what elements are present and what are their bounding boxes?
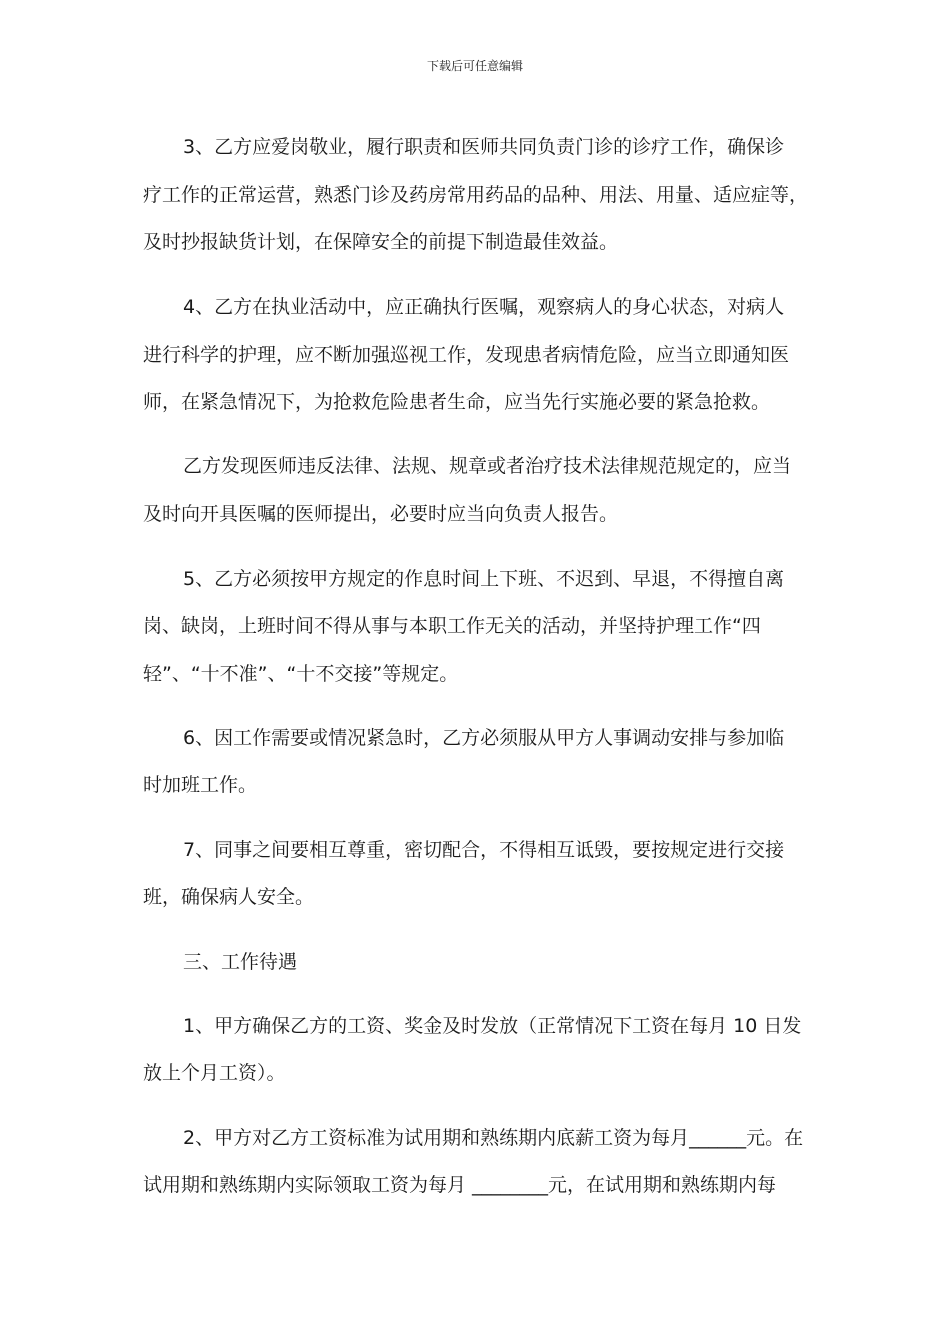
text-line: 2、甲方对乙方工资标准为试用期和熟练期内底薪工资为每月______元。在 (183, 1127, 804, 1149)
page-header: 下载后可任意编辑 (426, 59, 523, 73)
text-line: 疗工作的正常运营，熟悉门诊及药房常用药品的品种、用法、用量、适应症等， (143, 184, 809, 206)
text-line: 及时抄报缺货计划，在保障安全的前提下制造最佳效益。 (143, 231, 619, 253)
text-line: 乙方发现医师违反法律、法规、规章或者治疗技术法律规范规定的，应当 (183, 455, 792, 477)
text-line: 班，确保病人安全。 (143, 886, 315, 908)
text-line: 1、甲方确保乙方的工资、奖金及时发放（正常情况下工资在每月 10 日发 (183, 1015, 802, 1037)
text-line: 师，在紧急情况下，为抢救危险患者生命，应当先行实施必要的紧急抢救。 (143, 391, 771, 413)
section-heading: 三、工作待遇 (183, 951, 298, 973)
text-line: 4、乙方在执业活动中，应正确执行医嘱，观察病人的身心状态，对病人 (183, 296, 785, 318)
text-line: 3、乙方应爱岗敬业，履行职责和医师共同负责门诊的诊疗工作，确保诊 (183, 136, 785, 158)
text-line: 5、乙方必须按甲方规定的作息时间上下班、不迟到、早退，不得擅自离 (183, 568, 785, 590)
text-line: 7、同事之间要相互尊重，密切配合，不得相互诋毁，要按规定进行交接 (183, 839, 785, 861)
text-line: 放上个月工资）。 (143, 1062, 286, 1084)
text-line: 岗、缺岗，上班时间不得从事与本职工作无关的活动，并坚持护理工作“四 (143, 615, 761, 637)
text-line: 轻”、“十不准”、“十不交接”等规定。 (143, 663, 459, 685)
text-line: 时加班工作。 (143, 774, 258, 796)
text-line: 及时向开具医嘱的医师提出，必要时应当向负责人报告。 (143, 503, 619, 525)
text-line: 6、因工作需要或情况紧急时，乙方必须服从甲方人事调动安排与参加临 (183, 727, 785, 749)
text-line: 试用期和熟练期内实际领取工资为每月 ________元，在试用期和熟练期内每 (143, 1174, 777, 1196)
text-line: 进行科学的护理，应不断加强巡视工作，发现患者病情危险，应当立即通知医 (143, 344, 790, 366)
